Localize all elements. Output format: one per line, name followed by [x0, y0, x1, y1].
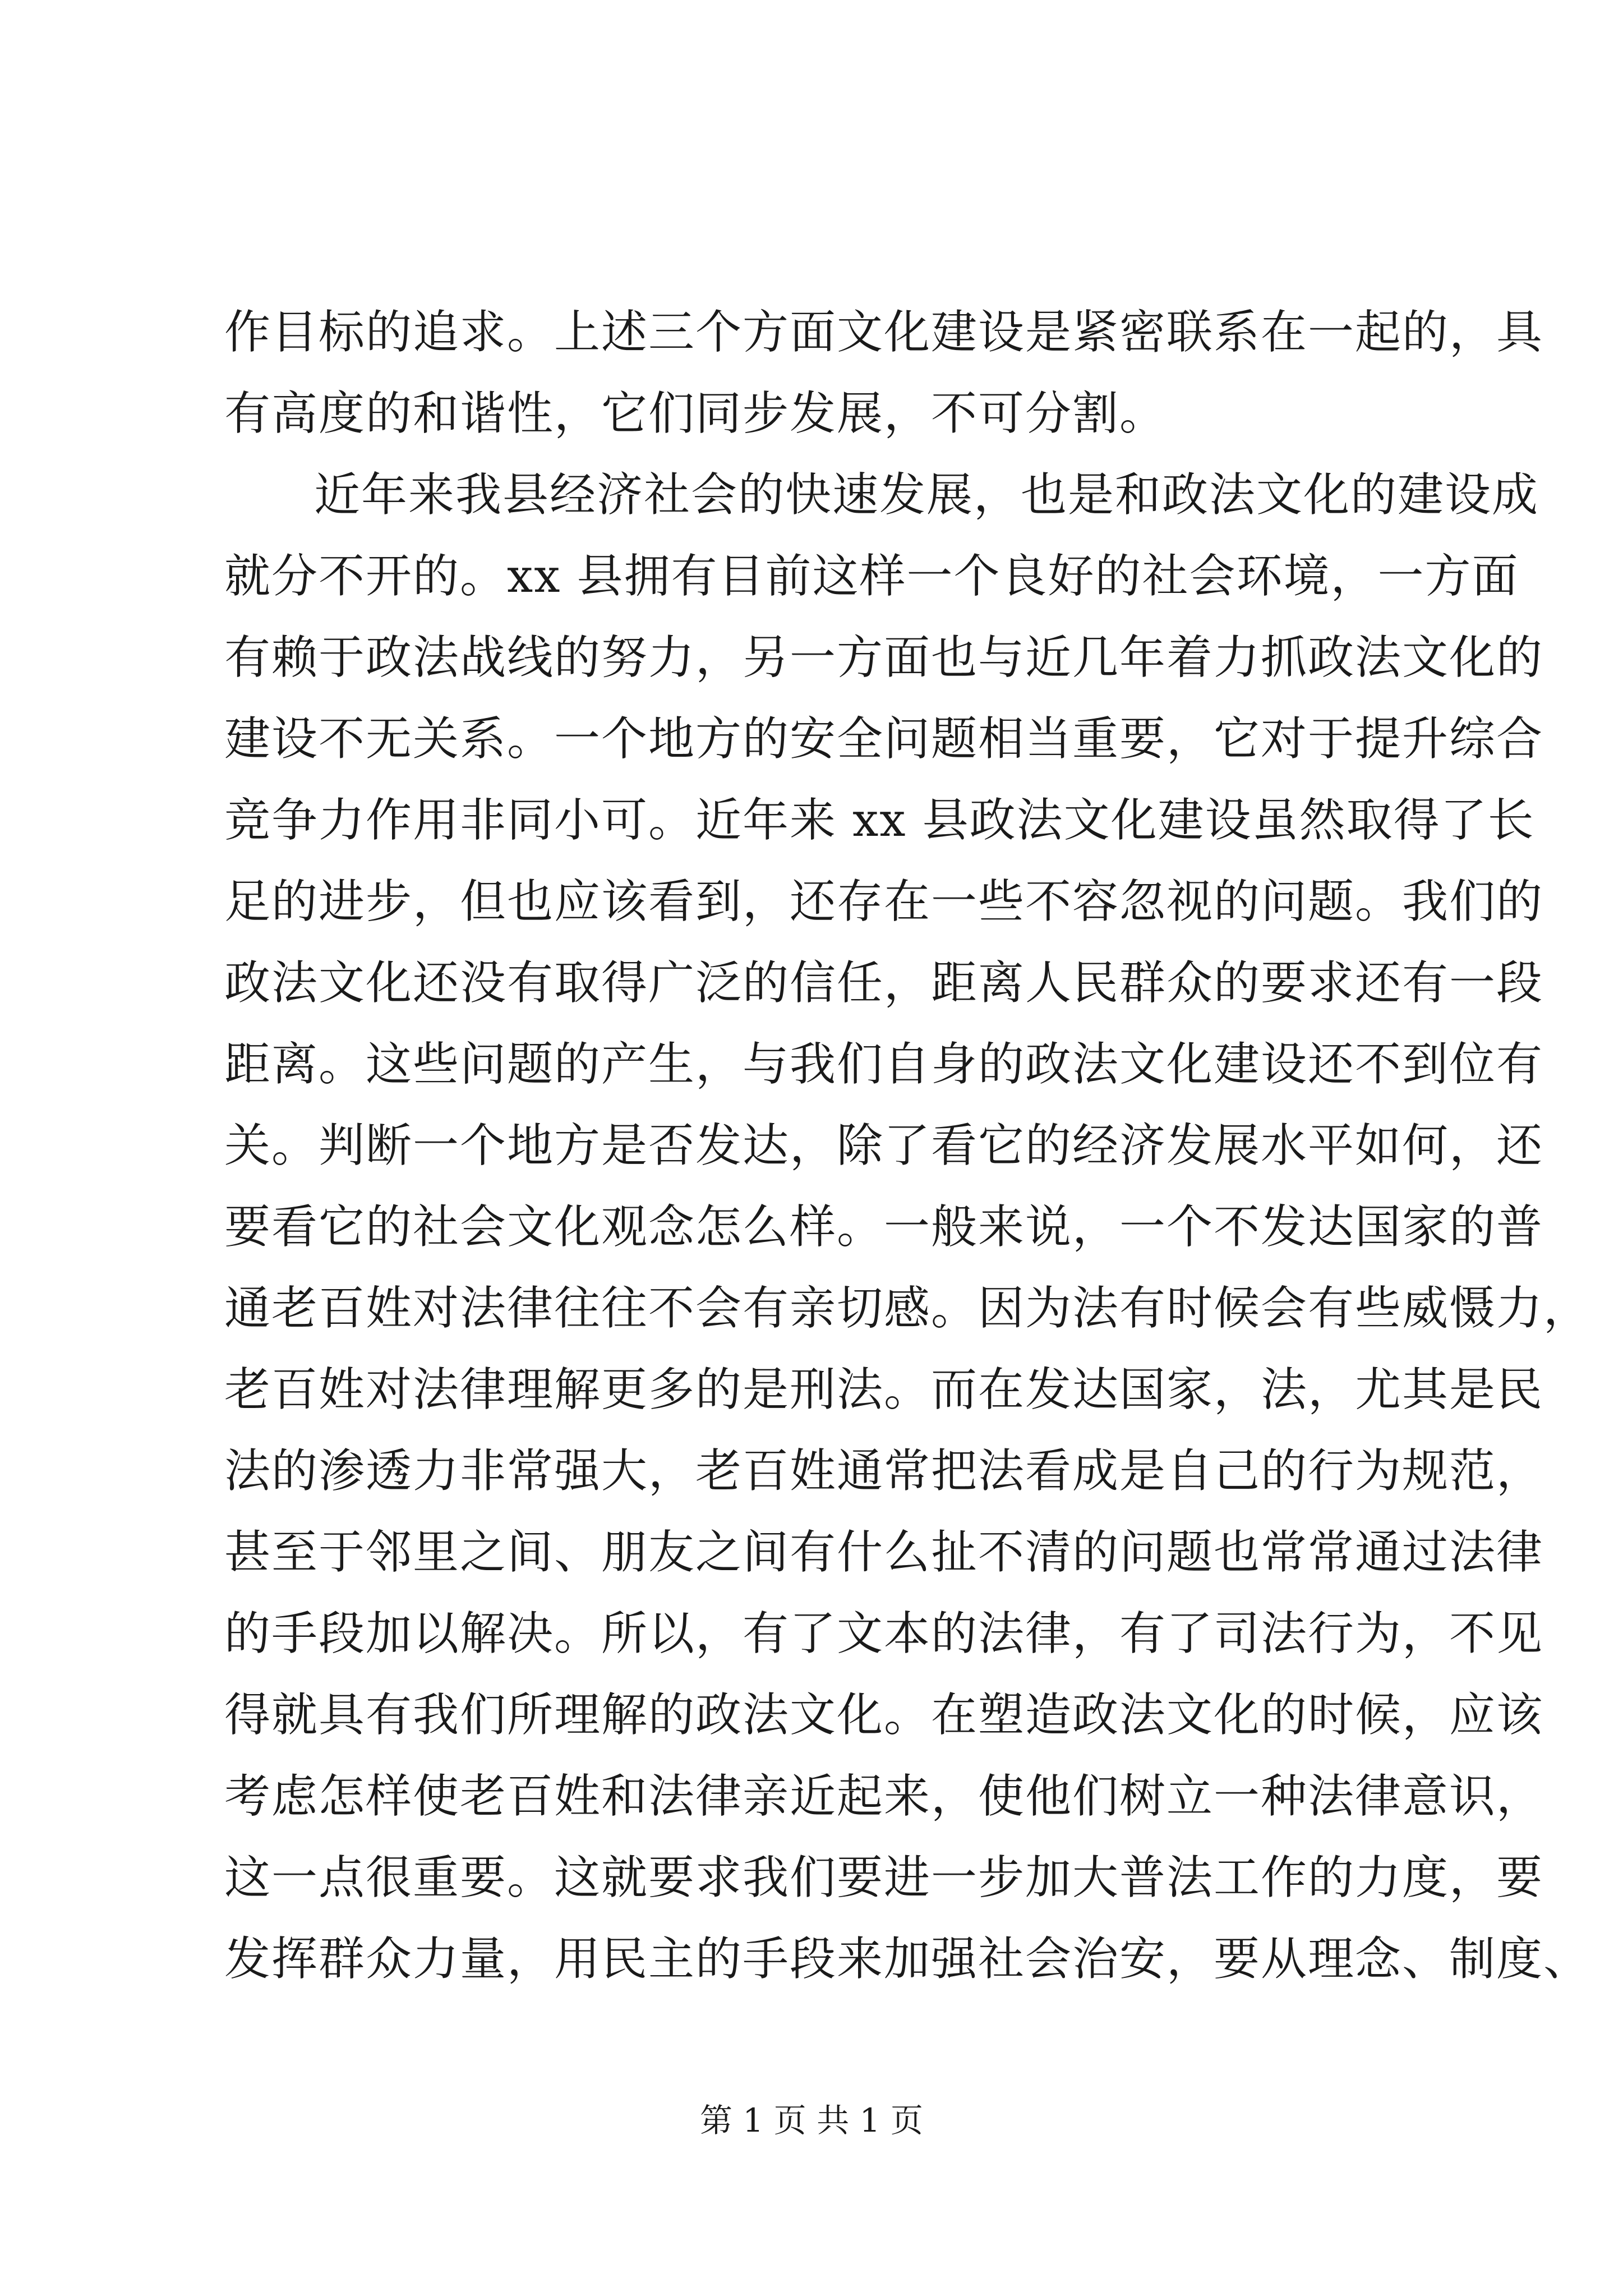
text-line: 法的渗透力非常强大，老百姓通常把法看成是自己的行为规范， [224, 1444, 1544, 1498]
text-line: 这一点很重要。这就要求我们要进一步加大普法工作的力度，要 [224, 1851, 1544, 1904]
text-line: 就分不开的。xx 县拥有目前这样一个良好的社会环境，一方面 [224, 550, 1519, 603]
text-line: 发挥群众力量，用民主的手段来加强社会治安，要从理念、制度、 [224, 1932, 1591, 1986]
text-line: 考虑怎样使老百姓和法律亲近起来，使他们树立一种法律意识， [224, 1770, 1544, 1823]
document-body [224, 292, 1591, 2000]
text-line: 的手段加以解决。所以，有了文本的法律，有了司法行为，不见 [224, 1607, 1544, 1660]
text-line: 足的进步，但也应该看到，还存在一些不容忽视的问题。我们的 [224, 875, 1544, 928]
text-line: 建设不无关系。一个地方的安全问题相当重要，它对于提升综合 [224, 712, 1544, 766]
text-line: 作目标的追求。上述三个方面文化建设是紧密联系在一起的，具 [224, 306, 1544, 359]
page-footer: 第 1 页 共 1 页 [700, 2101, 923, 2139]
text-line: 甚至于邻里之间、朋友之间有什么扯不清的问题也常常通过法律 [224, 1526, 1544, 1579]
text-line: 距离。这些问题的产生，与我们自身的政法文化建设还不到位有 [224, 1038, 1544, 1091]
text-line: 老百姓对法律理解更多的是刑法。而在发达国家，法，尤其是民 [224, 1363, 1544, 1416]
text-line: 关。判断一个地方是否发达，除了看它的经济发展水平如何，还 [224, 1119, 1544, 1172]
text-line: 政法文化还没有取得广泛的信任，距离人民群众的要求还有一段 [224, 956, 1544, 1010]
text-line: 得就具有我们所理解的政法文化。在塑造政法文化的时候，应该 [224, 1688, 1544, 1742]
text-line: 竞争力作用非同小可。近年来 xx 县政法文化建设虽然取得了长 [224, 794, 1535, 847]
text-line: 有高度的和谐性，它们同步发展，不可分割。 [224, 387, 1167, 440]
paragraph-first-line: 近年来我县经济社会的快速发展，也是和政法文化的建设成 [314, 468, 1539, 522]
text-line: 通老百姓对法律往往不会有亲切感。因为法有时候会有些威慑力， [224, 1282, 1591, 1335]
text-line: 要看它的社会文化观念怎么样。一般来说，一个不发达国家的普 [224, 1200, 1544, 1254]
text-line: 有赖于政法战线的努力，另一方面也与近几年着力抓政法文化的 [224, 631, 1544, 684]
